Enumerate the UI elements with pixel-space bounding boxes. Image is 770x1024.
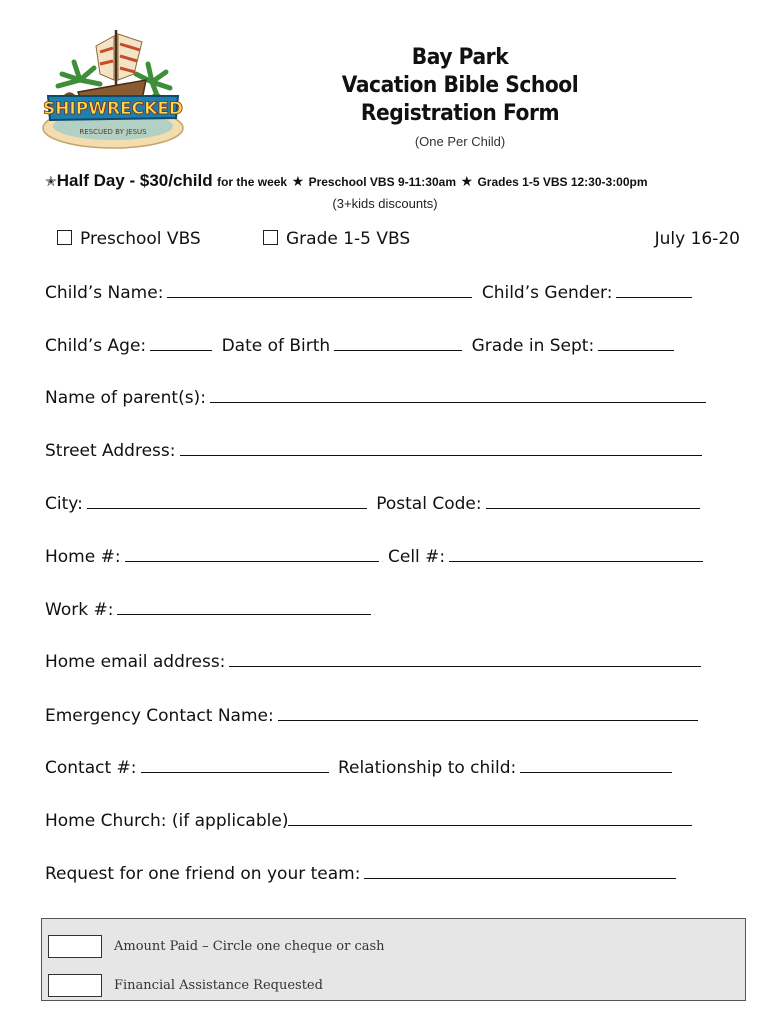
row-friend bbox=[45, 863, 680, 884]
form-header bbox=[320, 44, 600, 149]
amount-paid-row bbox=[48, 935, 385, 958]
svg-text:RESCUED BY JESUS: RESCUED BY JESUS bbox=[79, 128, 147, 136]
pricing-info bbox=[45, 171, 735, 191]
price-text: Half Day - $30/child bbox=[56, 171, 213, 190]
grade-label: Grade in Sept: bbox=[471, 336, 595, 356]
row-phones bbox=[45, 546, 707, 567]
work-label: Work #: bbox=[45, 600, 114, 620]
emergency-field[interactable] bbox=[278, 705, 698, 721]
home-phone-field[interactable] bbox=[125, 546, 379, 562]
star-icon: ✭ bbox=[45, 173, 57, 189]
per-week-text: for the week bbox=[217, 175, 288, 189]
amount-paid-label: Amount Paid – Circle one cheque or cash bbox=[114, 939, 385, 954]
star-icon: ★ bbox=[291, 173, 305, 189]
child-name-field[interactable] bbox=[167, 282, 472, 298]
emergency-label: Emergency Contact Name: bbox=[45, 706, 274, 726]
child-age-field[interactable] bbox=[150, 335, 212, 351]
friend-label: Request for one friend on your team: bbox=[45, 864, 361, 884]
friend-field[interactable] bbox=[364, 863, 676, 879]
row-contact bbox=[45, 757, 676, 778]
row-church bbox=[45, 810, 696, 831]
star-icon: ★ bbox=[460, 173, 473, 189]
child-gender-field[interactable] bbox=[616, 282, 692, 298]
row-city bbox=[45, 493, 704, 514]
grades-option[interactable] bbox=[263, 229, 410, 249]
parents-label: Name of parent(s): bbox=[45, 388, 206, 408]
email-field[interactable] bbox=[229, 651, 701, 667]
program-name: Vacation Bible School bbox=[341, 73, 579, 98]
street-field[interactable] bbox=[180, 440, 702, 456]
street-label: Street Address: bbox=[45, 441, 176, 461]
shipwrecked-logo bbox=[38, 22, 188, 150]
relationship-label: Relationship to child: bbox=[337, 758, 517, 778]
row-street bbox=[45, 440, 706, 461]
cell-label: Cell #: bbox=[388, 547, 446, 567]
form-title: Registration Form bbox=[360, 101, 560, 126]
row-emergency bbox=[45, 705, 702, 726]
grades-time: Grades 1-5 VBS 12:30-3:00pm bbox=[477, 175, 648, 189]
preschool-time: Preschool VBS 9-11:30am bbox=[308, 175, 456, 189]
postal-field[interactable] bbox=[486, 493, 700, 509]
form-subtitle: (One Per Child) bbox=[414, 134, 506, 149]
church-name: Bay Park bbox=[411, 45, 509, 70]
grade-field[interactable] bbox=[598, 335, 674, 351]
program-dates: July 16-20 bbox=[654, 229, 740, 249]
church-field[interactable] bbox=[288, 810, 692, 826]
child-name-label: Child’s Name: bbox=[45, 283, 164, 303]
row-email bbox=[45, 651, 705, 672]
discount-note: (3+kids discounts) bbox=[332, 196, 438, 211]
row-parents bbox=[45, 387, 710, 408]
office-use-box bbox=[41, 918, 746, 1001]
row-work bbox=[45, 599, 375, 620]
contact-label: Contact #: bbox=[45, 758, 137, 778]
financial-box[interactable] bbox=[48, 974, 102, 997]
child-age-label: Child’s Age: bbox=[45, 336, 147, 356]
relationship-field[interactable] bbox=[520, 757, 672, 773]
grades-label: Grade 1-5 VBS bbox=[286, 229, 411, 249]
amount-paid-box[interactable] bbox=[48, 935, 102, 958]
church-label: Home Church: (if applicable) bbox=[45, 811, 289, 831]
home-phone-label: Home #: bbox=[45, 547, 121, 567]
preschool-label: Preschool VBS bbox=[80, 229, 201, 249]
svg-text:SHIPWRECKED: SHIPWRECKED bbox=[42, 99, 184, 119]
grades-checkbox[interactable] bbox=[263, 230, 278, 245]
contact-field[interactable] bbox=[141, 757, 329, 773]
row-child-name bbox=[45, 282, 696, 303]
city-label: City: bbox=[45, 494, 83, 514]
cell-field[interactable] bbox=[449, 546, 703, 562]
dob-field[interactable] bbox=[334, 335, 462, 351]
parents-field[interactable] bbox=[210, 387, 706, 403]
financial-row bbox=[48, 974, 323, 997]
city-field[interactable] bbox=[87, 493, 367, 509]
postal-label: Postal Code: bbox=[376, 494, 482, 514]
dob-label: Date of Birth bbox=[221, 336, 331, 356]
preschool-option[interactable] bbox=[57, 229, 201, 249]
row-age bbox=[45, 335, 678, 356]
financial-label: Financial Assistance Requested bbox=[114, 978, 323, 993]
preschool-checkbox[interactable] bbox=[57, 230, 72, 245]
email-label: Home email address: bbox=[45, 652, 226, 672]
child-gender-label: Child’s Gender: bbox=[481, 283, 613, 303]
work-field[interactable] bbox=[117, 599, 371, 615]
